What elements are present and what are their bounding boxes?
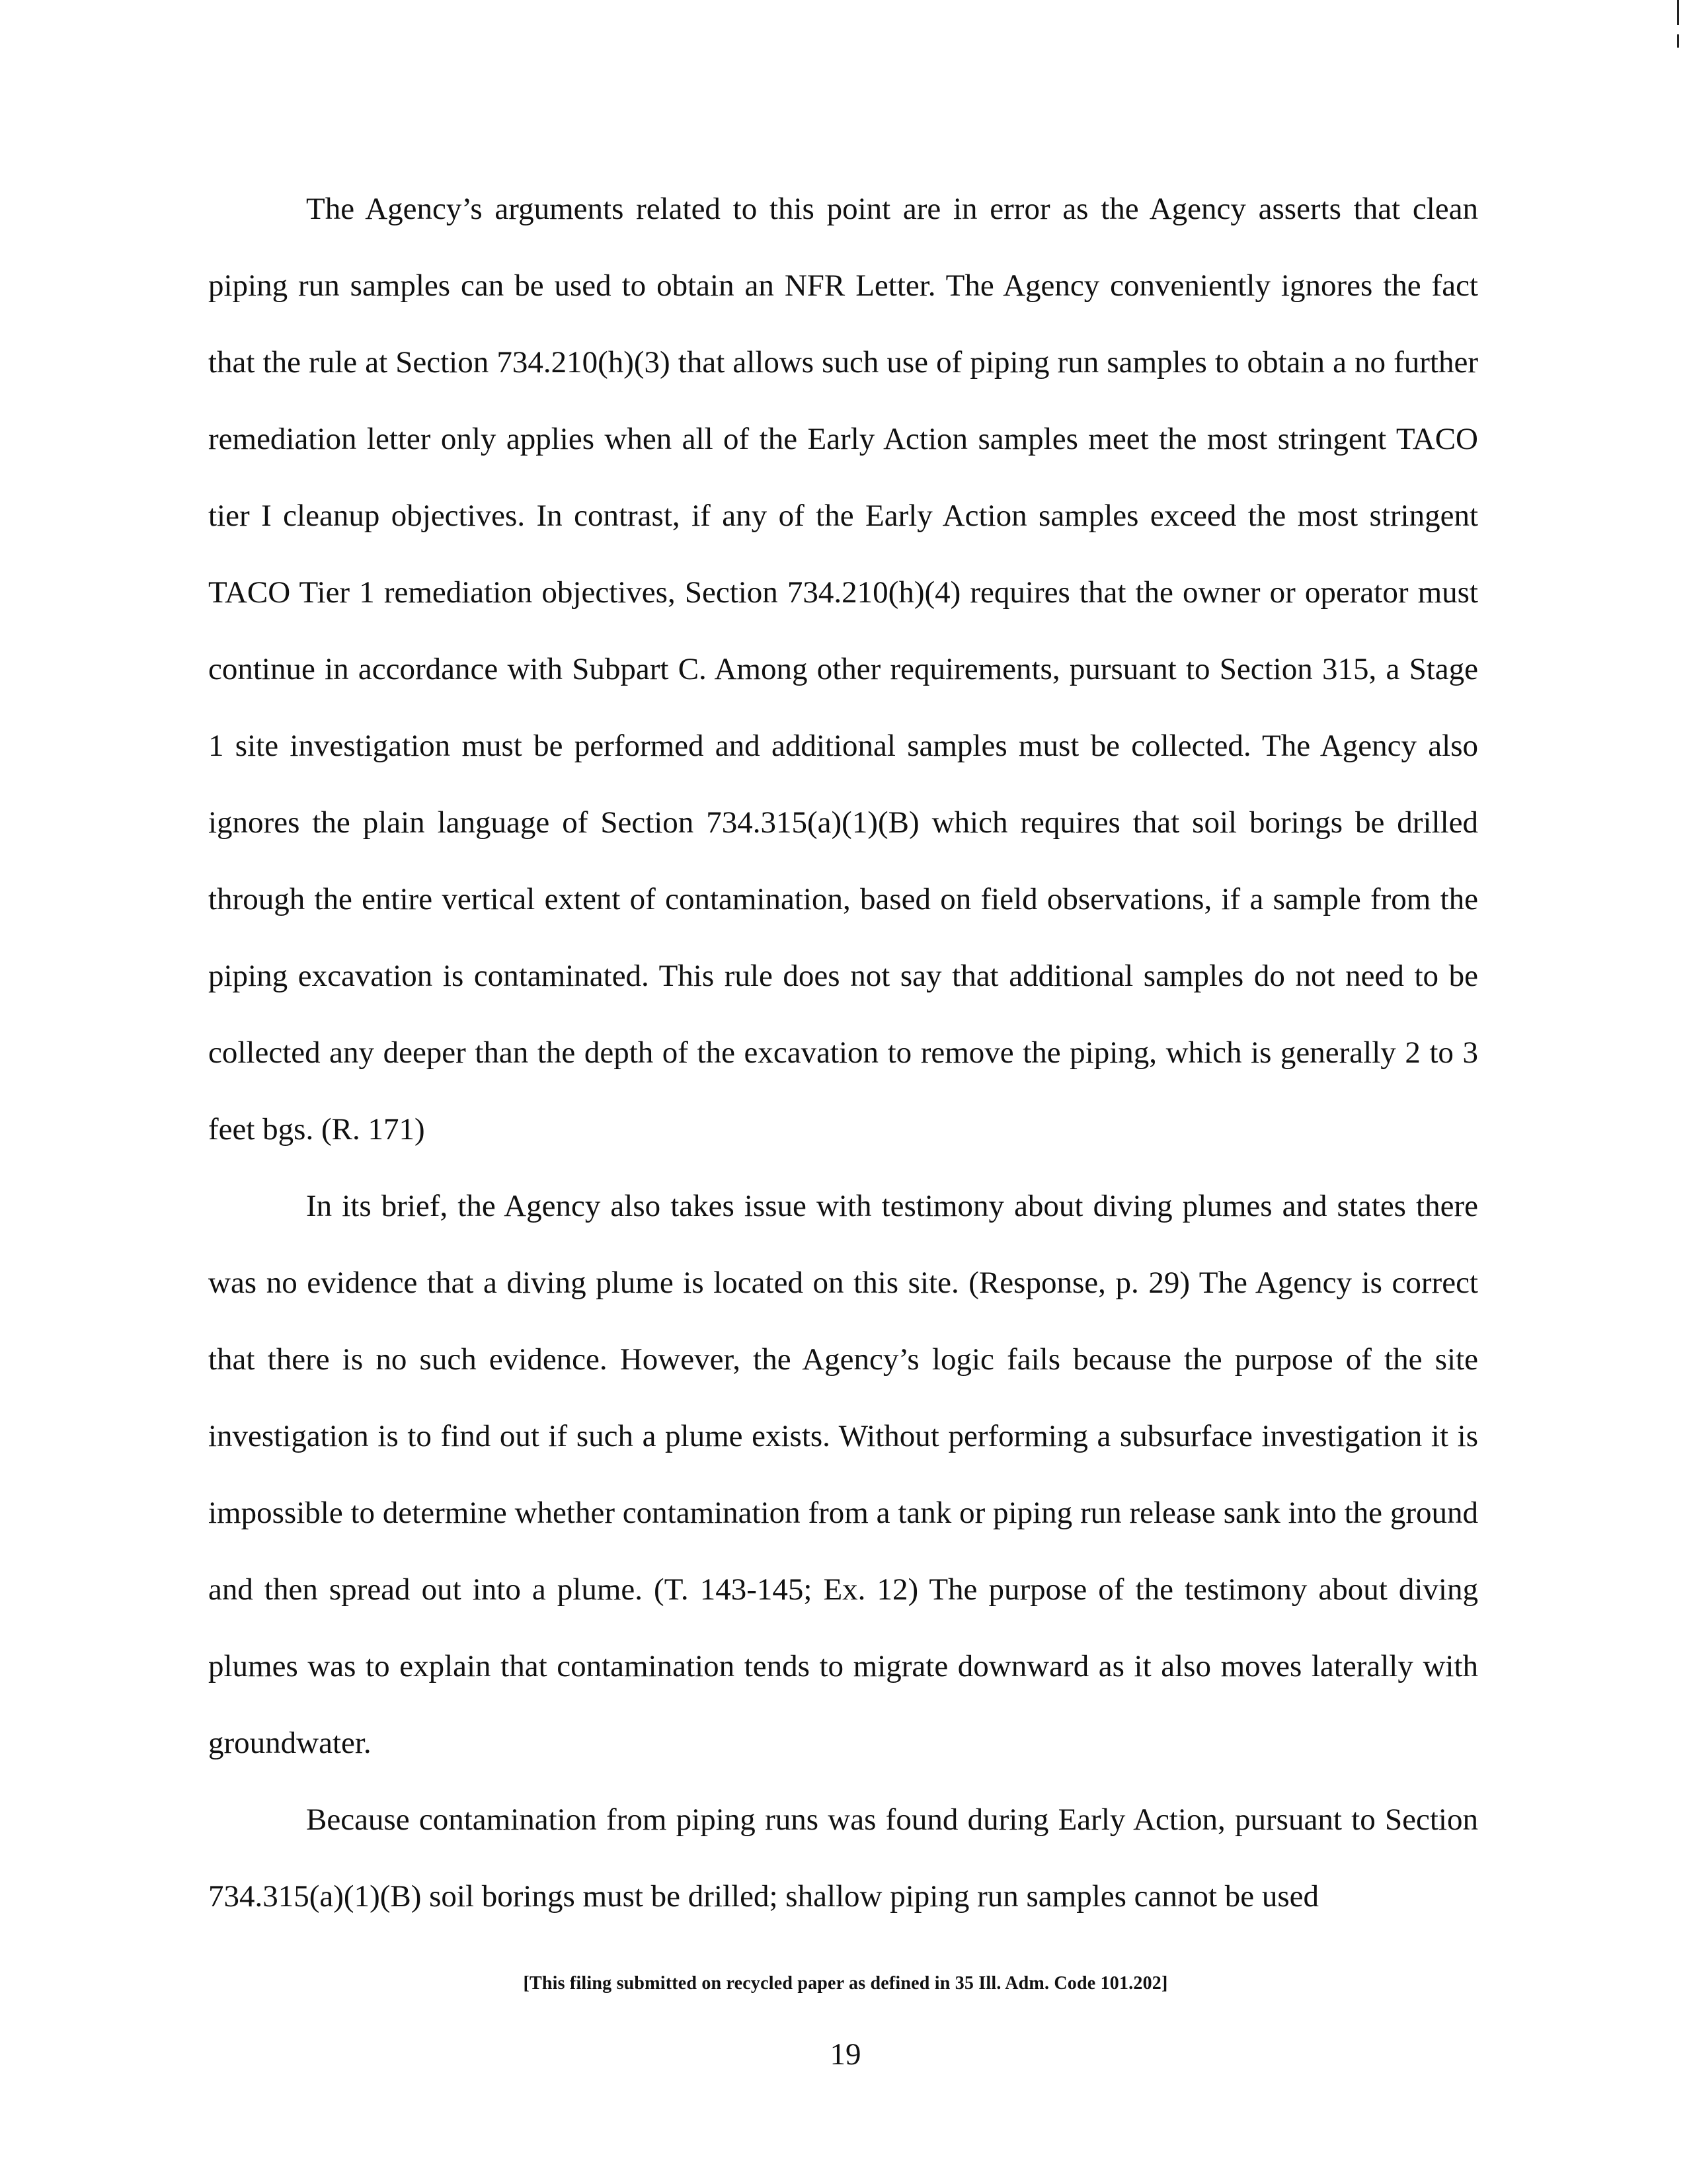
- paragraph-1: The Agency’s arguments related to this point are in error as the Agency asserts that clean piping run samples can be used to obtain an NFR Letter. The Agency conveniently ignores the fact that the rule at Section 734.210(h)(3) that allows such use of piping run samples to obtain a no further remediation letter only applies when all of the Early Action samples meet the most stringent TACO tier I cleanup objectives. In contrast, if any of the Early Action samples exceed the most stringent TACO Tier 1 remediation objectives, Section 734.210(h)(4) requires that the owner or operator must continue in accordance with Subpart C. Among other requirements, pursuant to Section 315, a Stage 1 site investigation must be performed and additional samples must be collected. The Agency also ignores the plain language of Section 734.315(a)(1)(B) which requires that soil borings be drilled through the entire vertical extent of contamination, based on field observations, if a sample from the piping excavation is contaminated. This rule does not say that additional samples do not need to be collected any deeper than the depth of the excavation to remove the piping, which is generally 2 to 3 feet bgs. (R. 171): [208, 192, 1478, 1147]
- paragraph-2: In its brief, the Agency also takes issue with testimony about diving plumes and states there was no evidence that a diving plume is located on this site. (Response, p. 29) The Agency is correct that there is no such evidence. However, the Agency’s logic fails because the purpose of the site investigation is to find out if such a plume exists. Without performing a subsurface investigation it is impossible to determine whether contamination from a tank or piping run release sank into the ground and then spread out into a plume. (T. 143-145; Ex. 12) The purpose of the testimony about diving plumes was to explain that contamination tends to migrate downward as it also moves laterally with groundwater.: [208, 1189, 1478, 1760]
- scan-edge-mark: [1677, 34, 1679, 48]
- paragraph-3: Because contamination from piping runs was found during Early Action, pursuant to Section 734.315(a)(1)(B) soil borings must be drilled; shallow piping run samples cannot be used: [208, 1802, 1478, 1914]
- body-text: [208, 171, 1478, 1935]
- recycled-paper-note: [This filing submitted on recycled paper as defined in 35 Ill. Adm. Code 101.202]: [523, 1973, 1168, 1994]
- page-number: 19: [830, 2037, 861, 2072]
- scan-edge-mark: [1677, 0, 1679, 25]
